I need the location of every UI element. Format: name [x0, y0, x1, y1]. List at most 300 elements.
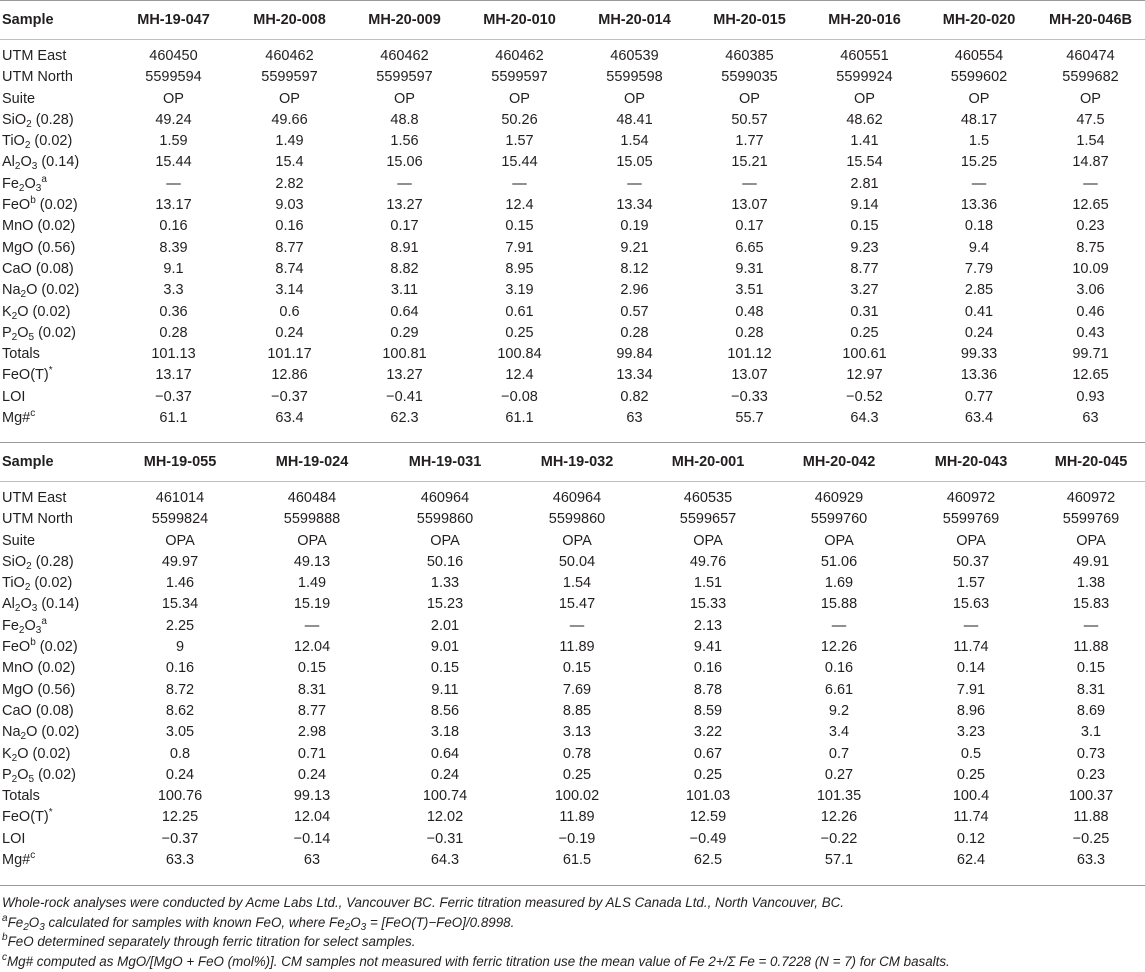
sample-id: MH-20-045 [1054, 454, 1128, 470]
table-cell: 0.17 [735, 218, 764, 235]
table-cell: 15.88 [820, 596, 858, 613]
table-cell: 5599888 [283, 511, 341, 528]
table-cell: 101.35 [816, 788, 862, 805]
table-cell: 0.64 [390, 303, 419, 320]
table-cell: 0.16 [275, 218, 304, 235]
table-cell: 14.87 [1072, 154, 1109, 171]
table-cell: 9.23 [850, 239, 879, 256]
table-cell: −0.37 [155, 388, 192, 405]
table-cell: 5599860 [548, 511, 606, 528]
table-row [0, 238, 1145, 259]
table-cell: 13.07 [731, 367, 768, 384]
table-cell: 0.16 [165, 660, 195, 677]
table-cell: — [397, 175, 412, 192]
row-label: UTM North [2, 69, 73, 86]
table-cell: — [831, 617, 847, 634]
table-cell: 0.73 [1076, 745, 1106, 762]
table-cell: 3.51 [735, 282, 764, 299]
footnote-a: $^aFe_2O_3$ calculated for samples with known FeO, where $Fe_2O_3 = [FeO(T)-FeO]/0.8998$. [2, 912, 515, 933]
table-row [0, 408, 1145, 429]
table-row [0, 259, 1145, 280]
table-cell: 13.27 [386, 197, 423, 214]
table-cell: — [1083, 617, 1099, 634]
table-cell: 0.5 [960, 745, 982, 762]
table-cell: 3.13 [562, 724, 592, 741]
table-cell: 48.17 [960, 111, 998, 128]
table-cell: 48.41 [616, 111, 653, 128]
row-label: SiO$_2$ (0.28) [2, 111, 74, 130]
table-row [0, 46, 1145, 67]
table-cell: 460972 [946, 490, 996, 506]
row-label: $P_2O_5$ (0.02) [2, 324, 76, 343]
table-cell: 47.5 [1076, 111, 1105, 128]
sample-id: MH-19-047 [137, 12, 210, 28]
table-cell: 15.63 [952, 596, 990, 613]
table-cell: 63.4 [964, 410, 994, 427]
table-cell: OPA [297, 532, 327, 549]
table-cell: 3.22 [693, 724, 723, 741]
table-cell: 7.91 [956, 681, 986, 698]
table-row [0, 365, 1145, 386]
table-cell: 0.25 [693, 766, 723, 783]
table-cell: 0.16 [693, 660, 723, 677]
table-cell: 8.77 [297, 702, 327, 719]
table-cell: 50.26 [501, 111, 538, 128]
table-cell: 8.31 [297, 681, 327, 698]
table-cell: 5599035 [721, 69, 778, 86]
table-cell: 63.3 [1076, 852, 1106, 869]
table-cell: 13.34 [616, 367, 653, 384]
table-cell: 8.12 [620, 260, 649, 277]
table-cell: 13.36 [960, 367, 998, 384]
table-cell: OP [968, 90, 990, 107]
table-cell: 15.4 [275, 154, 304, 171]
table-cell: 100.74 [422, 788, 468, 805]
table-cell: 8.77 [275, 239, 304, 256]
table-cell: 9 [175, 639, 185, 656]
row-label: CaO (0.08) [2, 702, 74, 719]
table-cell: −0.25 [1072, 830, 1110, 847]
table-cell: 8.31 [1076, 681, 1106, 698]
table-cell: 5599860 [416, 511, 474, 528]
table-cell: 12.4 [505, 197, 534, 214]
table-upper [0, 0, 1145, 429]
table-cell: 9.4 [968, 239, 990, 256]
table-cell: 1.57 [505, 133, 534, 150]
table-cell: 460450 [149, 48, 198, 64]
sample-id: MH-20-020 [942, 12, 1016, 28]
row-label: Mg#$^c$ [2, 408, 36, 427]
table-cell: 0.25 [956, 766, 986, 783]
table-cell: 2.81 [850, 175, 879, 192]
sample-id: MH-20-008 [253, 12, 326, 28]
table-cell: 5599760 [810, 511, 868, 528]
table-cell: 101.17 [267, 346, 312, 363]
table-cell: 57.1 [824, 852, 854, 869]
table-cell: 13.27 [386, 367, 423, 384]
table-cell: 12.97 [846, 367, 883, 384]
table-cell: 0.18 [964, 218, 994, 235]
table-cell: 12.65 [1072, 197, 1109, 214]
table-cell: 3.3 [163, 282, 184, 299]
table-cell: 55.7 [735, 410, 764, 427]
sample-id: MH-20-016 [828, 12, 901, 28]
table-row [0, 509, 1145, 530]
table-cell: −0.31 [426, 830, 464, 847]
table-cell: 62.5 [693, 852, 723, 869]
table-cell: 5599824 [151, 511, 209, 528]
table-cell: 0.15 [562, 660, 592, 677]
table-cell: 0.16 [159, 218, 188, 235]
table-cell: 8.85 [562, 702, 592, 719]
table-cell: 1.49 [297, 575, 327, 592]
table-cell: 1.54 [1076, 133, 1105, 150]
sample-id: MH-19-032 [540, 454, 614, 470]
table-cell: 8.59 [693, 702, 723, 719]
table-cell: 460551 [840, 48, 889, 64]
table-cell: 63.3 [165, 852, 195, 869]
table-cell: 1.54 [562, 575, 592, 592]
table-cell: OPA [430, 532, 460, 549]
row-label: $K_2O$ (0.02) [2, 303, 71, 322]
table-cell: 8.95 [505, 260, 534, 277]
table-cell: 11.89 [559, 639, 595, 656]
row-label: FeO$^b$ (0.02) [2, 637, 78, 656]
sample-id: MH-20-010 [483, 12, 556, 28]
table-cell: 9.1 [163, 260, 184, 277]
table-cell: 11.74 [953, 809, 989, 826]
sample-id: MH-20-014 [598, 12, 671, 28]
table-cell: 50.57 [731, 111, 768, 128]
table-cell: 15.44 [155, 154, 192, 171]
table-row [0, 302, 1145, 323]
table-cell: 1.5 [968, 133, 990, 150]
sample-id: MH-19-031 [408, 454, 482, 470]
table-cell: 5599769 [942, 511, 1000, 528]
table-cell: OP [854, 90, 875, 107]
table-cell: 1.57 [956, 575, 986, 592]
table-row [0, 195, 1145, 216]
table-cell: 3.14 [275, 282, 304, 299]
sample-id: MH-20-043 [934, 454, 1008, 470]
table-cell: 15.06 [386, 154, 423, 171]
table-cell: 0.46 [1076, 303, 1105, 320]
table-cell: −0.33 [731, 388, 768, 405]
table-cell: 0.64 [430, 745, 460, 762]
table-cell: 12.86 [271, 367, 308, 384]
table-cell: OP [509, 90, 530, 107]
table-cell: 8.96 [956, 702, 986, 719]
table-cell: 13.17 [155, 367, 192, 384]
table-cell: 0.15 [850, 218, 879, 235]
table-cell: 2.98 [297, 724, 327, 741]
table-cell: 49.13 [293, 553, 331, 570]
table-cell: OP [739, 90, 760, 107]
table-cell: 61.5 [562, 852, 592, 869]
table-cell: −0.41 [386, 388, 423, 405]
table-cell: 3.18 [430, 724, 460, 741]
table-cell: 99.13 [293, 788, 331, 805]
footnote-c: $^c$Mg# computed as MgO/[MgO + FeO (mol%)]. CM samples not measured with ferric titration use the mean value of Fe 2+/Σ Fe = 0.7228 (N = 7) for CM basalts. [2, 951, 950, 969]
table-cell: 1.38 [1076, 575, 1106, 592]
table-cell: 49.66 [271, 111, 308, 128]
table-cell: 64.3 [850, 410, 879, 427]
table-cell: 12.59 [689, 809, 727, 826]
table-cell: 1.59 [159, 133, 188, 150]
row-label: TiO$_2$ (0.02) [2, 133, 73, 152]
table-cell: 0.41 [964, 303, 994, 320]
row-label: TiO$_2$ (0.02) [2, 575, 73, 594]
table-cell: 8.74 [275, 260, 304, 277]
table-cell: OPA [562, 532, 592, 549]
sample-id: MH-19-055 [143, 454, 217, 470]
row-label: FeO$^b$ (0.02) [2, 195, 78, 214]
table-lower [0, 442, 1145, 871]
table-row [0, 67, 1145, 88]
sample-header: Sample [2, 12, 54, 28]
row-label: Suite [2, 532, 36, 549]
table-cell: 1.46 [165, 575, 195, 592]
table-cell: 10.09 [1072, 260, 1109, 277]
table-cell: 3.23 [956, 724, 986, 741]
table-row [0, 807, 1145, 828]
table-cell: 5599924 [836, 69, 893, 86]
table-cell: 9.01 [430, 639, 460, 656]
table-row [0, 722, 1145, 743]
table-cell: 0.15 [505, 218, 534, 235]
table-cell: 8.82 [390, 260, 419, 277]
table-cell: OP [1080, 90, 1101, 107]
table-cell: 63 [1082, 410, 1099, 427]
table-cell: OP [279, 90, 300, 107]
table-cell: 15.21 [731, 154, 768, 171]
table-cell: 0.14 [956, 660, 986, 677]
table-cell: 12.26 [820, 639, 858, 656]
table-cell: 1.54 [620, 133, 649, 150]
table-cell: 101.13 [151, 346, 196, 363]
table-bottom-rule [0, 885, 1145, 886]
row-label: $Na_2O$ (0.02) [2, 282, 80, 301]
table-cell: 99.71 [1072, 346, 1109, 363]
table-cell: 13.17 [155, 197, 192, 214]
table-cell: OP [624, 90, 645, 107]
table-cell: 100.02 [554, 788, 600, 805]
table-cell: — [1083, 175, 1098, 192]
table-cell: OPA [824, 532, 854, 549]
table-cell: 100.61 [842, 346, 887, 363]
table-cell: 0.25 [850, 324, 879, 341]
table-cell: 0.48 [735, 303, 764, 320]
table-cell: 100.37 [1068, 788, 1114, 805]
table-cell: 5599602 [950, 69, 1008, 86]
table-row [0, 387, 1145, 408]
table-cell: 0.23 [1076, 766, 1106, 783]
sample-id: MH-20-009 [368, 12, 441, 28]
table-cell: 460554 [954, 48, 1004, 64]
table-cell: 5599682 [1062, 69, 1119, 86]
table-cell: 12.4 [505, 367, 534, 384]
table-cell: 1.33 [430, 575, 460, 592]
table-cell: 460474 [1066, 48, 1115, 64]
table-cell: 3.4 [828, 724, 850, 741]
table-cell: 0.25 [562, 766, 592, 783]
table-cell: 0.17 [390, 218, 419, 235]
table-cell: 460929 [814, 490, 864, 506]
table-cell: 0.28 [620, 324, 649, 341]
table-cell: 9.21 [620, 239, 649, 256]
table-cell: 51.06 [820, 553, 858, 570]
table-cell: 0.6 [279, 303, 300, 320]
sample-id: MH-20-046B [1049, 12, 1132, 28]
table-cell: 3.11 [390, 282, 419, 299]
row-label: Suite [2, 90, 36, 107]
table-cell: 460462 [380, 48, 429, 64]
table-cell: 100.84 [497, 346, 542, 363]
table-cell: 62.3 [390, 410, 419, 427]
table-cell: 0.24 [964, 324, 994, 341]
table-cell: 50.16 [426, 553, 464, 570]
table-cell: 15.83 [1072, 596, 1110, 613]
table-cell: 48.62 [846, 111, 883, 128]
table-cell: 0.71 [297, 745, 327, 762]
table-cell: 8.69 [1076, 702, 1106, 719]
table-cell: 460462 [265, 48, 314, 64]
table-cell: 0.29 [390, 324, 419, 341]
table-cell: 63 [626, 410, 643, 427]
table-cell: −0.37 [161, 830, 199, 847]
table-cell: 7.91 [505, 239, 534, 256]
table-cell: 12.04 [293, 639, 331, 656]
table-cell: 6.65 [735, 239, 764, 256]
table-cell: 12.26 [820, 809, 858, 826]
table-cell: 15.34 [161, 596, 199, 613]
table-cell: 460385 [725, 48, 774, 64]
table-cell: 460964 [552, 490, 602, 506]
table-row [0, 323, 1145, 344]
table-cell: 50.37 [952, 553, 990, 570]
footnotes [2, 893, 1142, 971]
table-cell: 12.65 [1072, 367, 1109, 384]
table-cell: 8.72 [165, 681, 195, 698]
table-cell: — [304, 617, 320, 634]
table-cell: 5599597 [491, 69, 548, 86]
table-row [0, 616, 1145, 637]
table-cell: 50.04 [558, 553, 596, 570]
table-cell: 13.34 [616, 197, 653, 214]
table-cell: 0.27 [824, 766, 854, 783]
table-cell: 0.57 [620, 303, 649, 320]
table-cell: 13.36 [960, 197, 998, 214]
table-cell: 100.81 [382, 346, 427, 363]
table-row [0, 280, 1145, 301]
table-row [0, 131, 1145, 152]
row-label: $P_2O_5$ (0.02) [2, 766, 76, 785]
table-cell: 0.36 [159, 303, 188, 320]
table-cell: 0.12 [956, 830, 986, 847]
footnote-main: Whole-rock analyses were conducted by Acme Labs Ltd., Vancouver BC. Ferric titration measured by ALS Canada Ltd., North Vancouver, BC. [2, 895, 845, 910]
table-cell: 101.12 [727, 346, 772, 363]
table-cell: 49.97 [161, 553, 199, 570]
row-label: Totals [2, 346, 40, 363]
table-cell: 11.88 [1073, 809, 1109, 826]
table-cell: 2.01 [430, 617, 460, 634]
row-label: FeO(T)* [2, 365, 53, 384]
row-label: LOI [2, 388, 26, 405]
table-cell: 61.1 [159, 410, 188, 427]
row-label: UTM North [2, 511, 73, 528]
table-cell: 460535 [683, 490, 733, 506]
table-cell: 9.41 [693, 639, 723, 656]
table-cell: 0.77 [964, 388, 994, 405]
table-cell: 63.4 [275, 410, 304, 427]
table-cell: 0.67 [693, 745, 723, 762]
sample-header: Sample [2, 454, 54, 470]
table-row [0, 152, 1145, 173]
table-cell: 8.75 [1076, 239, 1105, 256]
table-cell: 0.24 [297, 766, 327, 783]
table-cell: 61.1 [505, 410, 534, 427]
table-cell: 15.25 [960, 154, 998, 171]
table-cell: 1.49 [275, 133, 304, 150]
table-row [0, 594, 1145, 615]
table-row [0, 744, 1145, 765]
table-cell: 99.33 [960, 346, 998, 363]
row-label: MnO (0.02) [2, 218, 76, 235]
table-row [0, 174, 1145, 195]
row-label: FeO(T)* [2, 807, 53, 826]
sample-id: MH-20-042 [802, 454, 876, 470]
table-cell: 15.33 [689, 596, 727, 613]
table-cell: 49.76 [689, 553, 727, 570]
table-row [0, 344, 1145, 365]
table-row [0, 216, 1145, 237]
table-cell: −0.52 [846, 388, 883, 405]
header-row [0, 443, 1145, 482]
table-cell: 15.23 [426, 596, 464, 613]
table-cell: 0.24 [275, 324, 304, 341]
table-cell: 0.15 [1076, 660, 1106, 677]
table-cell: 460484 [287, 490, 337, 506]
table-cell: 12.02 [426, 809, 464, 826]
table-row [0, 850, 1145, 871]
row-label: $Na_2O$ (0.02) [2, 724, 80, 743]
table-cell: — [569, 617, 585, 634]
table-cell: 100.4 [952, 788, 990, 805]
table-cell: 8.91 [390, 239, 419, 256]
table-cell: 9.11 [431, 681, 459, 698]
table-cell: 9.31 [735, 260, 764, 277]
row-label: UTM East [2, 48, 67, 64]
table-cell: 49.24 [155, 111, 192, 128]
table-cell: −0.37 [271, 388, 308, 405]
table-cell: 1.56 [390, 133, 419, 150]
table-cell: OPA [1076, 532, 1106, 549]
table-cell: 15.47 [558, 596, 596, 613]
table-cell: OP [394, 90, 415, 107]
table-body [0, 482, 1145, 872]
table-cell: 3.1 [1080, 724, 1102, 741]
row-label: Totals [2, 788, 40, 805]
table-cell: 11.74 [953, 639, 989, 656]
table-cell: 1.51 [693, 575, 723, 592]
table-cell: — [742, 175, 757, 192]
table-cell: 100.76 [157, 788, 203, 805]
table-cell: 8.39 [159, 239, 188, 256]
row-label: $Fe_2O_3^a$ [2, 615, 47, 636]
table-row [0, 765, 1145, 786]
table-row [0, 89, 1145, 110]
table-cell: 5599594 [145, 69, 202, 86]
